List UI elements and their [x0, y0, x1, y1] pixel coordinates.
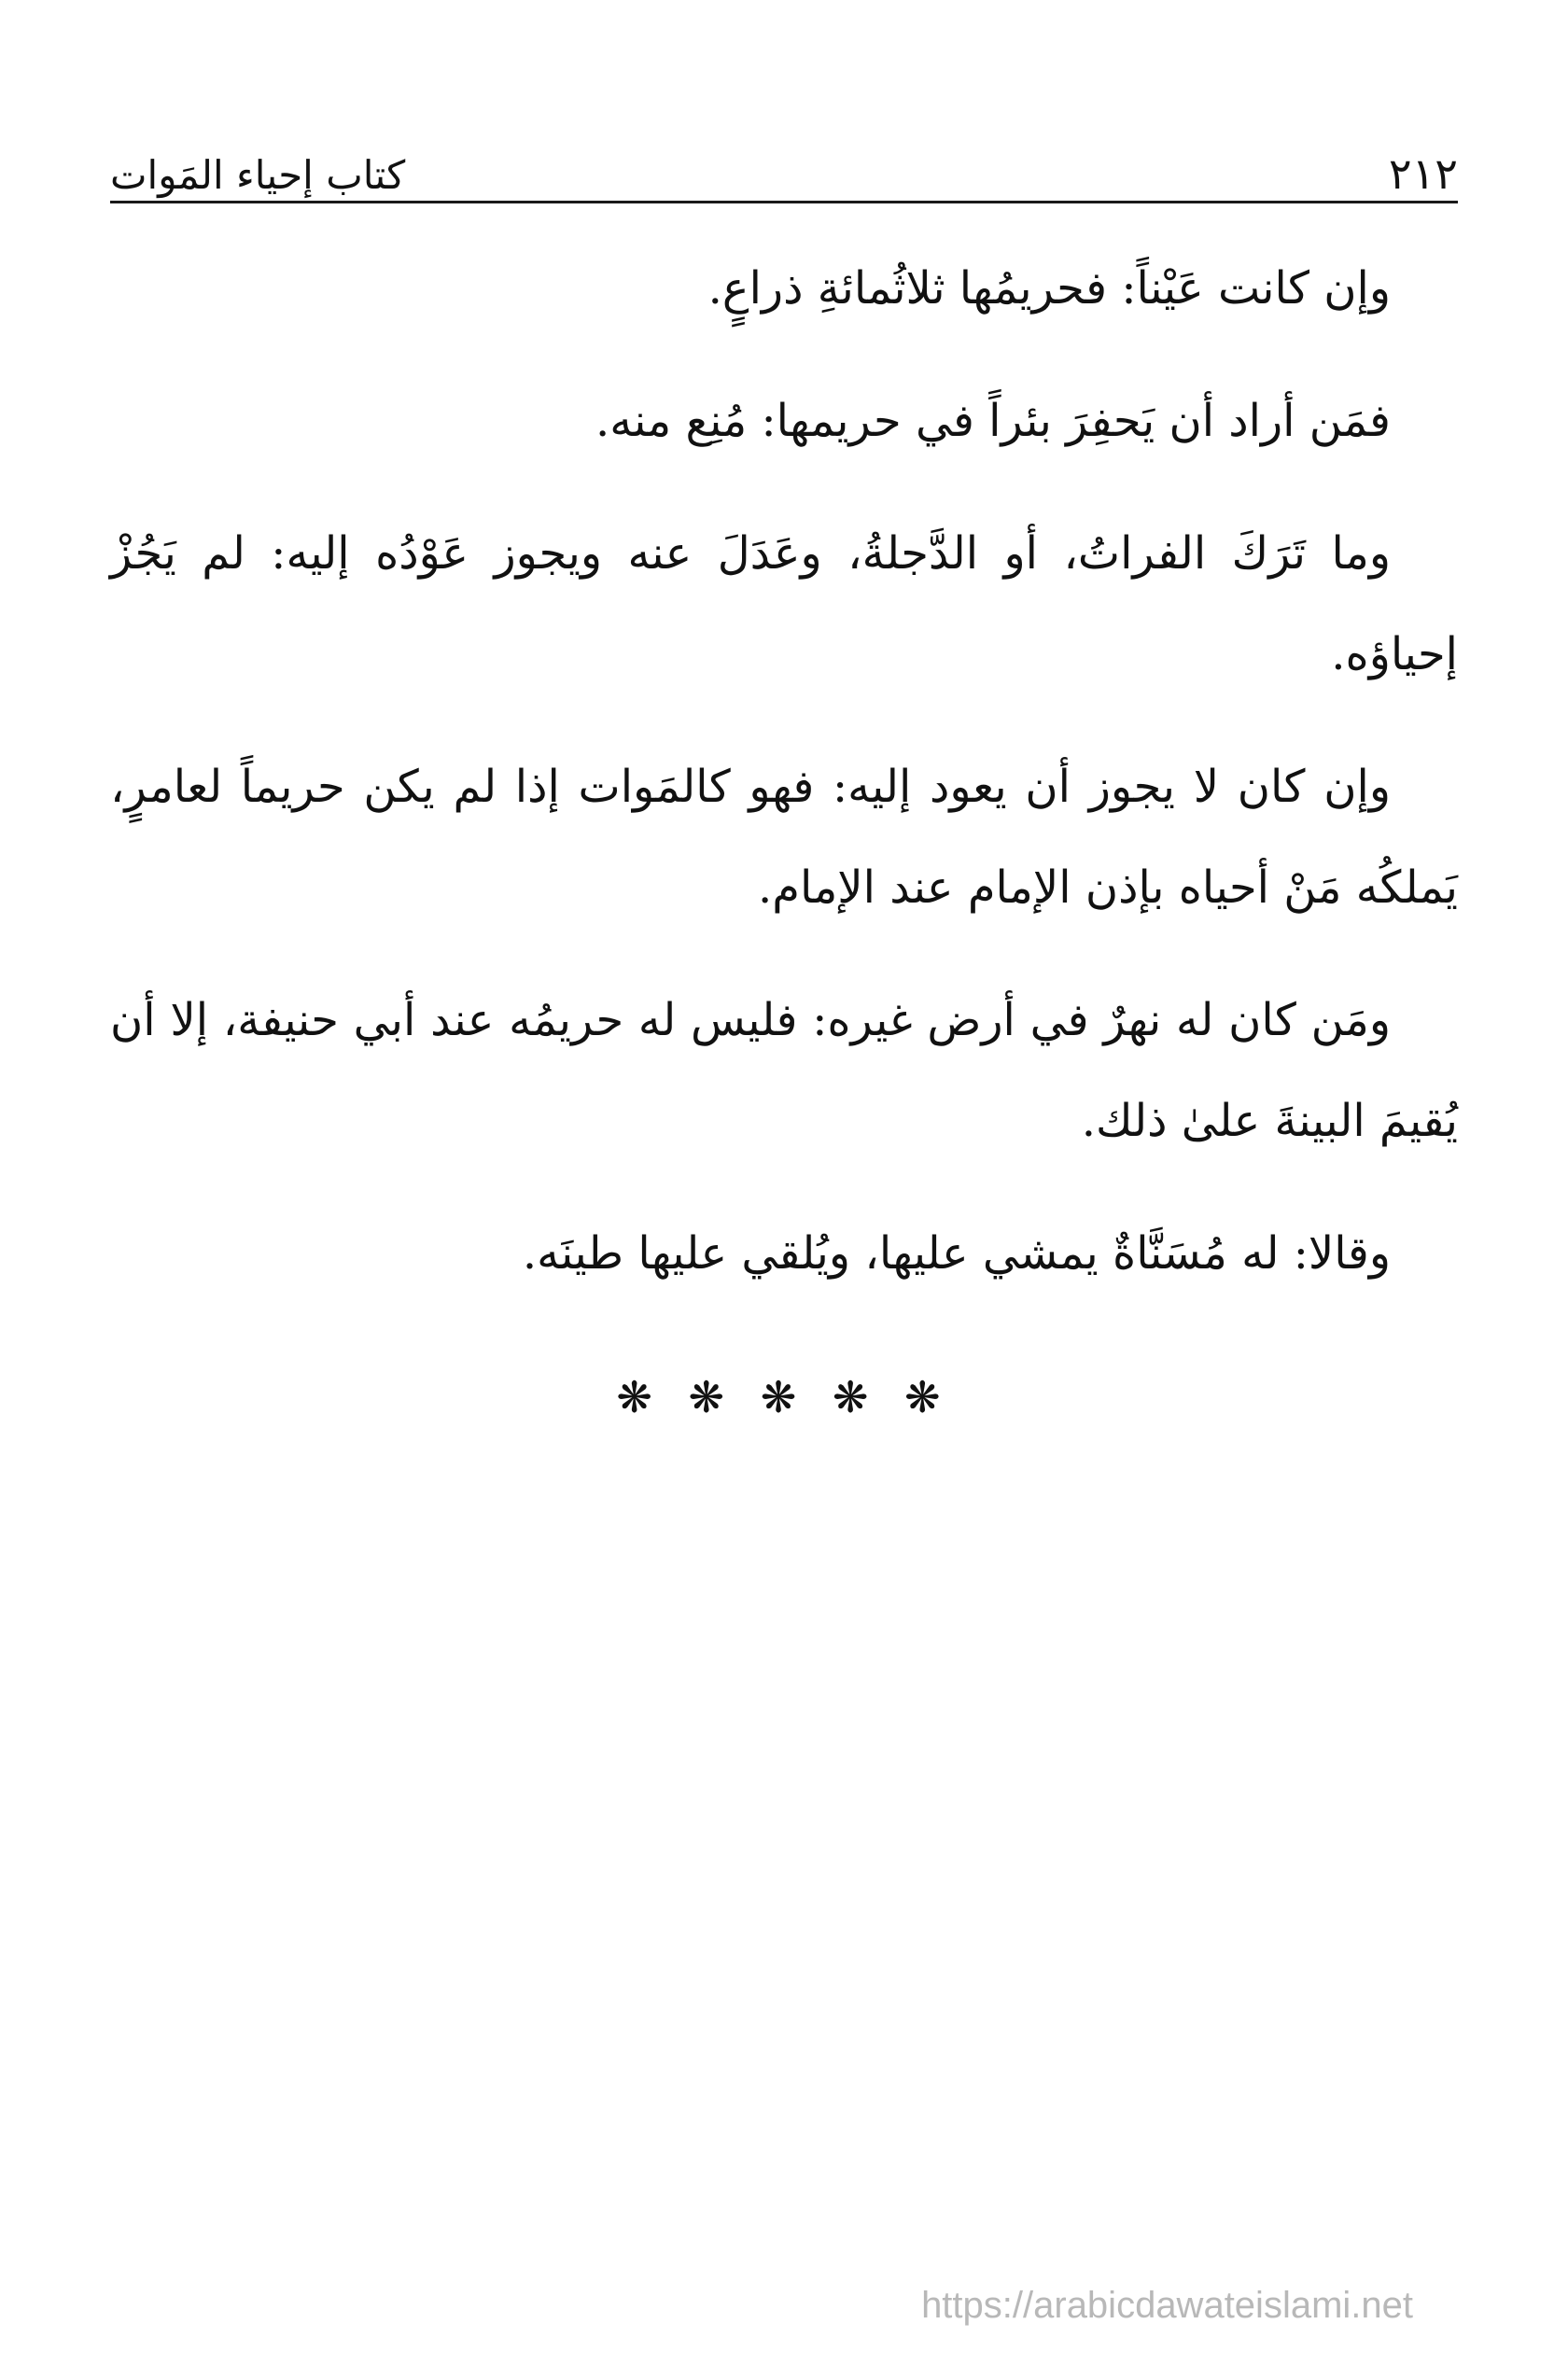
running-title: كتاب إحياء المَوات [110, 152, 406, 198]
paragraph: وقالا: له مُسَنَّاةٌ يمشي عليها، ويُلقي عليها طينَه. [522, 1227, 1391, 1280]
page-header [110, 131, 1458, 203]
paragraph: ومَن كان له نهرٌ في أرض غيره: فليس له حريمُه عند أبي حنيفة، إلا أن يُقيمَ البينةَ علىٰ ذلك. [110, 994, 1458, 1147]
paragraph: وإن كانت عَيْناً: فحريمُها ثلاثُمائةِ ذراعٍ. [707, 262, 1391, 315]
watermark-url: https://arabicdawateislami.net [921, 2285, 1413, 2326]
section-end-ornament: ❋ ❋ ❋ ❋ ❋ [616, 1372, 952, 1422]
paragraph: فمَن أراد أن يَحفِرَ بئراً في حريمها: مُنِع منه. [595, 395, 1391, 447]
paragraph: وما تَرَكَ الفراتُ، أو الدَّجلةُ، وعَدَلَ عنه ويجوز عَوْدُه إليه: لم يَجُزْ إحياؤه. [110, 527, 1458, 680]
page-number: ٢١٢ [1388, 148, 1458, 199]
paragraph: وإن كان لا يجوز أن يعود إليه: فهو كالمَوات إذا لم يكن حريماً لعامرٍ، يَملكُه مَنْ أحياه بإذن الإمام عند الإمام. [110, 761, 1458, 914]
body-text [110, 238, 1458, 1336]
